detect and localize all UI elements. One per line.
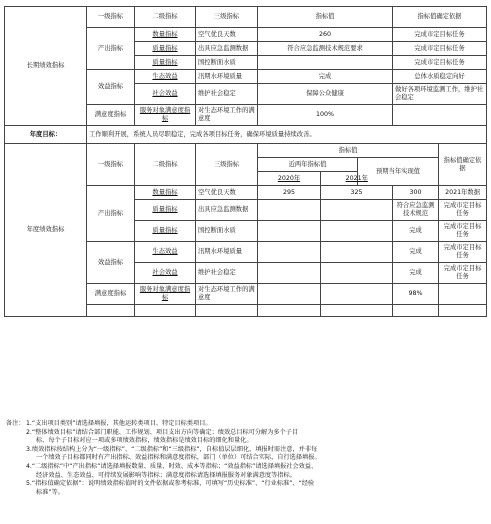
- an-y2: 325: [321, 186, 393, 200]
- header-target-value: 指标值: [258, 144, 439, 158]
- header-level3: 三级指标: [196, 144, 258, 186]
- an-exp: 完成: [393, 242, 439, 263]
- an-l3: 维护社会稳定: [196, 263, 258, 284]
- lt-basis: 完成市定目标任务: [393, 56, 487, 70]
- an-basis: 完成市定目标任务: [439, 263, 487, 284]
- an-y1: [258, 221, 321, 242]
- an-exp: 300: [393, 186, 439, 200]
- lt-value: 100%: [258, 105, 393, 126]
- header-level3: 三级指标: [196, 7, 258, 28]
- performance-table: [4, 6, 487, 317]
- an-exp: 完成: [393, 263, 439, 284]
- lt-l2: 数量指标: [135, 28, 196, 42]
- empty-cell: [135, 305, 196, 317]
- an-y1: [258, 263, 321, 284]
- header-level1: 一级指标: [87, 7, 135, 28]
- note-4: 4.“二级指标”中“产出指标”请选择填报数量、质量、时效、成本等指标；“效益指标”请选择填报社会效益、: [26, 462, 318, 470]
- empty-cell: [258, 305, 321, 317]
- an-basis: 2021年数据: [439, 186, 487, 200]
- note-5: 5.“指标值确定依据”：说明绩效指标值时的文件依据或参考标准，可填写“历史标准”、“行业标准”、“经验: [26, 480, 315, 488]
- an-l2: 服务对象满意度指标: [135, 284, 196, 305]
- note-2-cont: 标，每个子目标对应一项或多项绩效指标，绩效指标是绩效目标的细化和量化。: [36, 437, 253, 445]
- an-basis: [439, 284, 487, 305]
- note-2: 2.“整体绩效目标”请结合部门职能、工作规划、项目支出方向等确定；绩效总目标可分解为多个子目: [26, 428, 299, 436]
- an-y2: [321, 284, 393, 305]
- an-l3: 出具应急监测数据: [196, 200, 258, 221]
- lt-value: 符合应急监测技术规范要求: [258, 42, 393, 56]
- lt-value: [258, 56, 393, 70]
- lt-basis: 完成市定目标任务: [393, 42, 487, 56]
- lt-basis: 完成市定目标任务: [393, 28, 487, 42]
- header-target-value: 指标值: [258, 7, 393, 28]
- lt-l2: 生态效益: [135, 70, 196, 84]
- an-y1: [258, 242, 321, 263]
- empty-cell: [87, 305, 135, 317]
- header-year-2020: 2020年: [258, 172, 321, 186]
- an-l2: 社会效益: [135, 263, 196, 284]
- an-l3: 对生态环境工作的满意度: [196, 284, 258, 305]
- header-basis: 指标值确定依据: [439, 144, 487, 186]
- an-exp: 98%: [393, 284, 439, 305]
- lt-basis: [393, 105, 487, 126]
- notes-label: 备注：: [6, 420, 25, 427]
- an-l3: 汛期水环境质量: [196, 242, 258, 263]
- lt-basis: 总体水质稳定向好: [393, 70, 487, 84]
- an-l2: 生态效益: [135, 242, 196, 263]
- an-y1: 295: [258, 186, 321, 200]
- an-l1-benefit: 效益指标: [87, 242, 135, 284]
- header-level2: 二级指标: [135, 144, 196, 186]
- annual-goal-label: 年度目标：: [5, 126, 87, 144]
- lt-l1-benefit: 效益指标: [87, 70, 135, 105]
- note-1: 1.“支出项目类别”请选择填报，其他运转类项目、特定目标类项目。: [26, 420, 212, 427]
- lt-l1-output: 产出指标: [87, 28, 135, 70]
- note-4-cont: 经济效益、生态效益、可持续发展影响等指标；满意度指标请选择填报服务对象满意度等指标。: [36, 471, 296, 479]
- lt-l3: 国控断面水质: [196, 56, 258, 70]
- empty-cell: [393, 305, 439, 317]
- empty-cell: [439, 305, 487, 317]
- header-level2: 二级指标: [135, 7, 196, 28]
- note-3-cont: 一个绩效子目标都同时有产出指标、效益指标和满意度指标，部门（单位）可结合实际，自行选择填报。: [36, 454, 321, 462]
- an-y2: [321, 263, 393, 284]
- an-l3: 空气优良天数: [196, 186, 258, 200]
- header-year-2021: 2021年: [321, 172, 393, 186]
- an-y2: [321, 242, 393, 263]
- an-exp: 符合应急监测技术规范: [393, 200, 439, 221]
- lt-l2: 质量指标: [135, 42, 196, 56]
- an-basis: 完成市定目标任务: [439, 200, 487, 221]
- lt-l3: 空气优良天数: [196, 28, 258, 42]
- empty-cell: [196, 305, 258, 317]
- annual-goal-text: 工作顺利开展，系统人员尽职稳定，完成各项目标任务，确保环境质量持续改善。: [87, 126, 487, 144]
- lt-l2: 社会效益: [135, 84, 196, 105]
- lt-l3: 维护社会稳定: [196, 84, 258, 105]
- lt-l2: 质量指标: [135, 56, 196, 70]
- lt-value: 保障公众健康: [258, 84, 393, 105]
- an-exp: 完成: [393, 221, 439, 242]
- lt-l3: 汛期水环境质量: [196, 70, 258, 84]
- header-expected: 预期当年实现值: [358, 158, 439, 186]
- an-l1-satisfaction: 满意度指标: [87, 284, 135, 305]
- header-recent-two-years: 近两年指标值: [258, 158, 358, 172]
- lt-l3: 出具应急监测数据: [196, 42, 258, 56]
- lt-value: 完成: [258, 70, 393, 84]
- an-l3: 国控断面水质: [196, 221, 258, 242]
- an-l2: 数量指标: [135, 186, 196, 200]
- header-level1: 一级指标: [87, 144, 135, 186]
- header-basis: 指标值确定依据: [393, 7, 487, 28]
- lt-l3: 对生态环境工作的满意度: [196, 105, 258, 126]
- lt-value: 260: [258, 28, 393, 42]
- an-y1: [258, 200, 321, 221]
- lt-basis: 做好各项环境监测工作，维护社会稳定: [393, 84, 487, 105]
- lt-l2: 服务对象满意度指标: [135, 105, 196, 126]
- an-basis: 完成市定目标任务: [439, 242, 487, 263]
- an-y2: [321, 200, 393, 221]
- notes-section: [6, 420, 484, 497]
- annual-label: 年度绩效指标: [5, 144, 87, 317]
- an-basis: 完成市定目标任务: [439, 221, 487, 242]
- an-l1-output: 产出指标: [87, 186, 135, 242]
- empty-cell: [321, 305, 393, 317]
- note-5-cont: 标准”等。: [36, 488, 64, 496]
- note-3: 3.绩效指标按结构上分为“一级指标”、“二级指标”和“三级指标”，自标值层层细化，填报时需注意，并非每: [26, 445, 318, 453]
- an-y1: [258, 284, 321, 305]
- lt-l1-satisfaction: 满意度指标: [87, 105, 135, 126]
- an-y2: [321, 221, 393, 242]
- long-term-label: 长期绩效指标: [5, 7, 87, 126]
- an-l2: 质量指标: [135, 221, 196, 242]
- an-l2: 质量指标: [135, 200, 196, 221]
